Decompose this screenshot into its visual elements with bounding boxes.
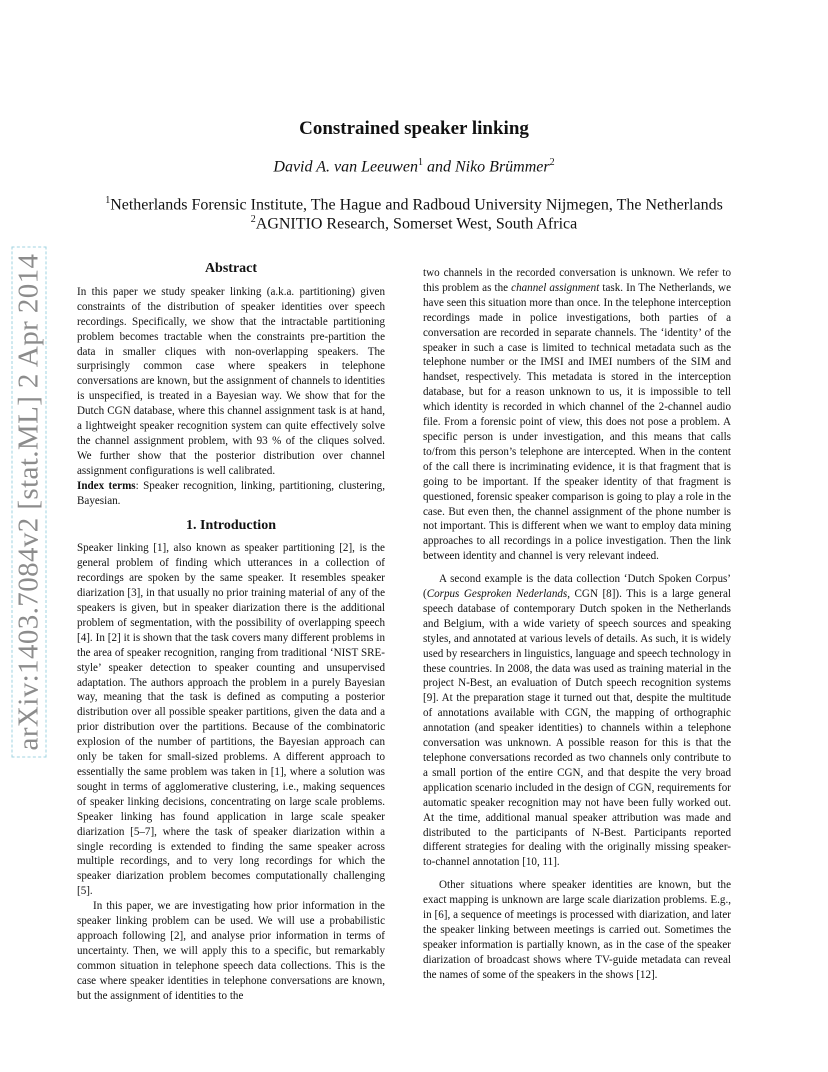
affiliation-1-mark: 1	[105, 195, 111, 206]
p3-text-a: A second example is the data collection ‘Dutch Spoken Corpus’ (	[423, 573, 731, 601]
author-1-affil-mark: 1	[417, 157, 423, 168]
author-1: David A. van Leeuwen	[273, 158, 418, 176]
paper-title: Constrained speaker linking	[299, 118, 529, 139]
p3-emphasis: Corpus Gesproken Nederlands	[426, 588, 568, 601]
index-terms-text: : Speaker recognition, linking, partitioning, clustering, Bayesian.	[77, 479, 385, 507]
p2-cont-text-a: two channels in the recorded conversation is unknown. We refer to this problem as the	[423, 267, 731, 294]
intro-paragraph-2: In this paper, we are investigating how prior information in the speaker linking problem can be used. We will use a probabilistic approach following [2], and analyse prior information in terms of uncertainty. Then, we will apply this to a specific, but remarkably common situation in telephone speech data collections. This is the case where speaker identities in telephone conversations are known, but the assignment of identities to the	[77, 900, 385, 1002]
author-line	[0, 157, 828, 176]
p2-cont-text-b: task. In The Netherlands, we have seen this situation more than once. In the telephone interception recordings made in police investigations, both parties of a conversation are recorded in separate channels. The ‘identity’ of the speaker in such a case is limited to technical metadata such as the telephone number or the IMSI and IMEI numbers of the SIM and handset, respectively. This metadata is stored in the interception database, but for a reason unknown to us, it is impossible to tell which identity is recorded in which channel of the 2-channel audio file. From a forensic point of view, this does not pose a problem. A specific person is under investigation, and this means that calls to/from this person’s telephone are intercepted. When in the content of the call there is incriminating evidence, it is that fragment that is going to be important. If the speaker identity of that fragment is questioned, forensic speaker comparison is going to play a role in the case. But even then, the channel assignment of the phone number is not important. This is different when we want to employ data mining approaches to all recordings in a police investigation. Then the link between identity and channel is very relevant indeed.	[423, 281, 731, 563]
p3-text-b: , CGN [8]). This is a large general speech database of contemporary Dutch spoken in the Netherlands and Belgium, with a wide variety of speech sources and speaking styles, and annotated at various levels of details. As such, it is widely used by researchers in linguistics, language and speech technology in these countries. In 2008, the data was used as training material in the project N-Best, an evaluation of Dutch speech recognition systems [9]. At the preparation stage it turned out that, despite the multitude of annotations available with CGN, the mapping of orthographic annotation (and speaker identities) to channels within a telephone conversation was unknown. A possible reason for this is that the telephone conversations recorded as two channels only contribute to a small portion of the entire CGN, and that despite the very broad application scenario included in the design of CGN, requirements for automatic speaker recognition may not have been fully worked out. At the time, additional manual speaker attribution was made and distributed to the participants of N-Best. Participants reported different strategies for dealing with the originally missing speaker-to-channel annotation [10, 11].	[423, 588, 731, 869]
left-column	[77, 262, 385, 1004]
affiliation-1	[0, 195, 828, 214]
index-terms-label: Index terms	[77, 479, 136, 492]
intro-paragraph-1: Speaker linking [1], also known as speaker partitioning [2], is the general problem of finding which utterances in a collection of recordings are spoken by the same speaker. It resembles speaker diarization [3], in that usually no prior training material of any of the speakers is given, but in speaker diarization there is the additional problem of segmentation, with the possibility of overlapping speech [4]. In [2] it is shown that the task covers many different problems in the area of speaker recognition, ranging from traditional ‘NIST SRE-style’ speaker detection to speaker counting and unsupervised adaptation. The authors approach the problem in a purely Bayesian way, meaning that the task is defined as computing a posterior distribution over all possible speaker partitions, given the data and a prior distribution over the partitions. Because of the combinatoric explosion of the number of partitions, the Bayesian approach can only be taken for small-sized problems. A different approach to essentially the same problem was taken in [1], where a solution was sought in terms of agglomerative clustering, i.e., making sequences of speaker linking decisions, concentrating on large scale problems. Speaker linking has found application in large scale speaker diarization [5–7], where the task of speaker diarization within a single recording is extended to finding the same speaker across multiple recordings, and to very long recordings for which the speaker diarization problem becomes computationally challenging [5].	[77, 542, 385, 898]
abstract-heading: Abstract	[204, 261, 258, 276]
arxiv-stamp-text: arXiv:1403.7084v2 [stat.ML] 2 Apr 2014	[12, 247, 47, 758]
affiliation-2	[0, 214, 828, 233]
affiliation-1-text: Netherlands Forensic Institute, The Hague and Radboud University Nijmegen, The Netherlands	[110, 196, 723, 214]
intro-paragraph-4: Other situations where speaker identities are known, but the exact mapping is unknown are large scale diarization problems. E.g., in [6], a sequence of meetings is processed with diarization, and later the speaker linking between meetings is carried out. Sometimes the speaker information is partially known, as in the case of the speaker diarization of broadcast shows where TV-guide metadata can reveal the names of some of the speakers in the shows [12].	[423, 879, 731, 981]
affiliation-2-mark: 2	[250, 214, 256, 225]
section-heading-introduction: 1. Introduction	[186, 517, 276, 533]
intro-paragraph-2-continued	[423, 266, 731, 564]
intro-paragraph-3	[423, 572, 731, 870]
index-terms	[77, 479, 385, 509]
affiliation-2-text: AGNITIO Research, Somerset West, South Africa	[255, 215, 578, 233]
author-2: and Niko Brümmer	[422, 158, 550, 176]
abstract-text: In this paper we study speaker linking (a.k.a. partitioning) given constraints of the distribution of speaker identities over speech recordings. Specifically, we show that the intractable partitioning problem becomes tractable when the constraints pre-partition the data in smaller cliques with non-overlapping speakers. The surprisingly common case where speakers in telephone conversations are known, but the assignment of channels to identities is unspecified, is treated in a Bayesian way. We show that for the Dutch CGN database, where this channel assignment task is at hand, a lightweight speaker recognition system can quite effectively solve the channel assignment problem, with 93 % of the cliques solved. We further show that the posterior distribution over channel assignment configurations is well calibrated.	[77, 285, 385, 477]
p2-cont-emphasis: channel assignment	[511, 281, 600, 294]
arxiv-stamp	[10, 253, 48, 751]
right-column	[423, 266, 731, 983]
author-2-affil-mark: 2	[549, 157, 555, 168]
